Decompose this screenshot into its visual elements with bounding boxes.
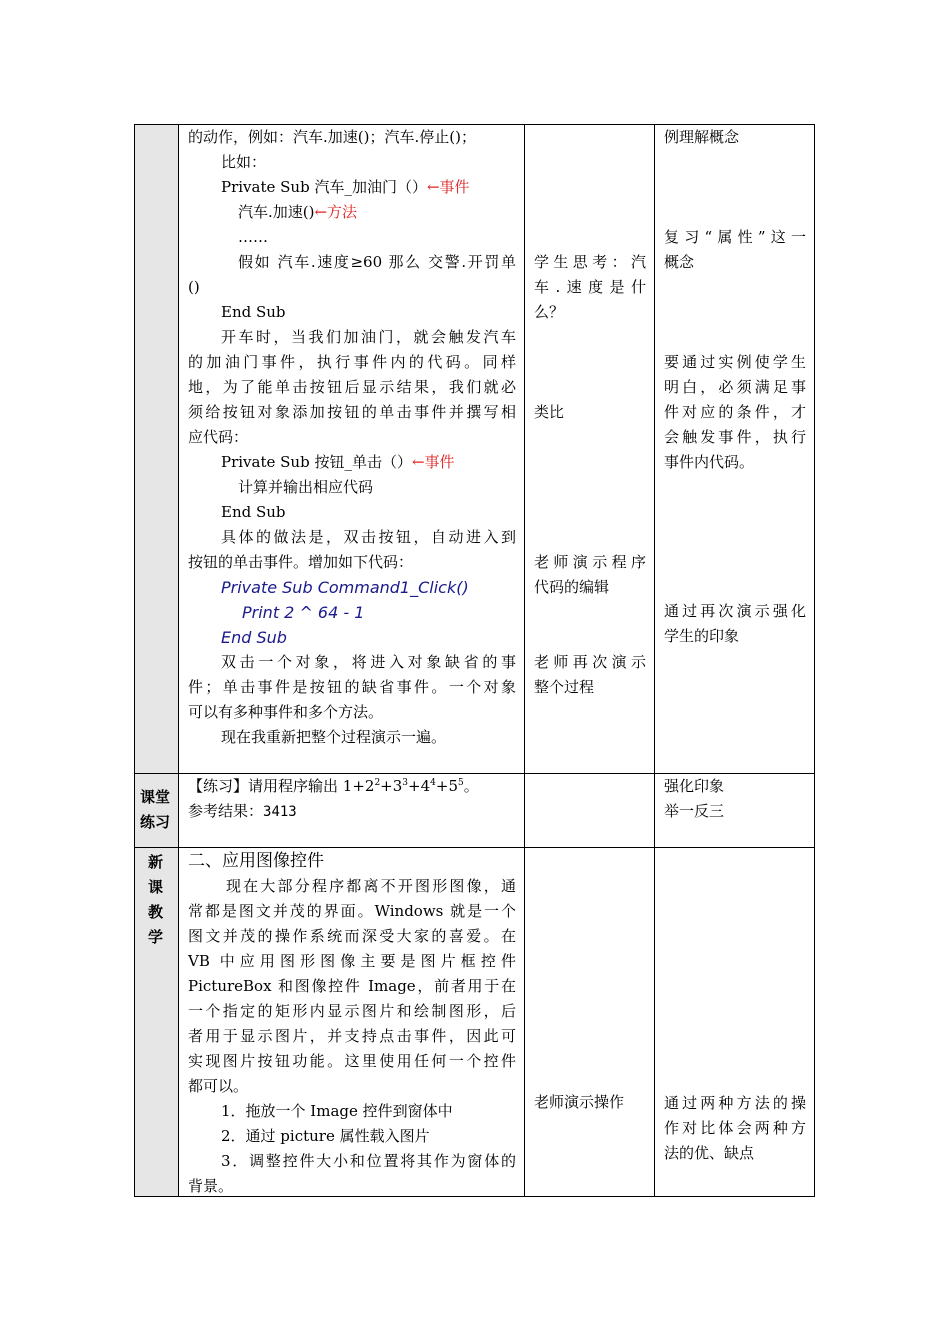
text-line: 可以有多种事件和多个方法。 (188, 703, 384, 721)
result-value: 3413 (263, 804, 297, 820)
code-text: 汽车.加速() (238, 203, 315, 221)
label-char: 新 (148, 853, 164, 871)
text-line: 现在大部分程序都离不开图形图像，通 (226, 877, 516, 895)
student-activity-line: 老师演示操作 (534, 1093, 625, 1111)
student-activity-line: 车.速度是什 (534, 278, 646, 296)
text-line: …… (238, 228, 268, 246)
text-line: 实现图片按钮功能。这里使用任何一个控件 (188, 1052, 516, 1070)
exercise-text: +3 (380, 777, 403, 795)
text-line: 须给按钮对象添加按钮的单击事件并撰写相 (188, 403, 516, 421)
text-line: 应代码： (188, 428, 249, 446)
design-intent-line: 事件内代码。 (664, 453, 755, 471)
exercise-text: +4 (408, 777, 431, 795)
label-line: 课堂 (140, 788, 171, 806)
exercise-line (188, 774, 479, 799)
result-line (188, 799, 297, 825)
vb-code-line: Private Sub Command1_Click() (221, 578, 469, 597)
student-activity-line: 类比 (534, 403, 565, 421)
text-line: 一个指定的矩形内显示图片和绘制图形，后 (188, 1002, 516, 1020)
code-line-method (238, 200, 357, 225)
design-intent-line: 会触发事件，执行 (664, 428, 806, 446)
label-char: 课 (148, 878, 164, 896)
text-line: 的动作，例如：汽车.加速()；汽车.停止()； (188, 128, 476, 146)
event-annotation: ←事件 (411, 453, 455, 471)
text-line: 按钮的单击事件。增加如下代码： (188, 553, 414, 571)
row1-content-cell (179, 125, 524, 773)
code-line-event (221, 450, 455, 475)
row2-design-intent-cell (655, 774, 814, 847)
text-line: 计算并输出相应代码 (238, 478, 374, 496)
vb-code-line: Print 2 ^ 64 - 1 (242, 603, 365, 622)
student-activity-line: 老师演示程序 (534, 553, 646, 571)
design-intent-line: 件对应的条件，才 (664, 403, 806, 421)
text-line: () (188, 278, 200, 296)
step-line: 2．通过 picture 属性载入图片 (221, 1127, 430, 1145)
new-lesson-label (135, 848, 178, 1196)
text-line: 地，为了能单击按钮后显示结果，我们就必 (188, 378, 516, 396)
label-line: 练习 (140, 813, 171, 831)
text-line: 假如 汽车.速度≥60 那么 交警.开罚单 (238, 253, 516, 271)
design-intent-line: 明白，必须满足事 (664, 378, 806, 396)
code-text: Private Sub 汽车_加油门（） (221, 178, 427, 196)
label-char: 学 (148, 928, 164, 946)
text-line: 常都是图文并茂的界面。Windows 就是一个 (188, 902, 516, 920)
section-heading: 二、应用图像控件 (188, 851, 324, 871)
text-line: 者用于显示图片，并支持点击事件，因此可 (188, 1027, 516, 1045)
code-text: Private Sub 按钮_单击（） (221, 453, 412, 471)
design-intent-line: 概念 (664, 253, 695, 271)
label-char: 教 (148, 903, 164, 921)
row1-design-intent-cell (655, 125, 814, 773)
vb-code-line: End Sub (221, 628, 287, 647)
design-intent-line: 通过再次演示强化 (664, 602, 806, 620)
design-intent-line: 学生的印象 (664, 627, 740, 645)
row1-student-activity-cell (525, 125, 654, 773)
exponent: 3 (402, 778, 409, 788)
student-activity-line: 老师再次演示 (534, 653, 646, 671)
text-line: 比如： (221, 153, 267, 171)
text-line: 都可以。 (188, 1077, 249, 1095)
exercise-text: +5 (435, 777, 459, 795)
classroom-exercise-label (135, 774, 178, 847)
step-line: 背景。 (188, 1177, 234, 1195)
text-line: PictureBox 和图像控件 Image，前者用于在 (188, 977, 516, 995)
design-intent-line: 举一反三 (664, 802, 725, 820)
text-line: 件；单击事件是按钮的缺省事件。一个对象 (188, 678, 516, 696)
text-line: VB 中应用图形图像主要是图片框控件 (188, 952, 516, 970)
step-line: 1．拖放一个 Image 控件到窗体中 (221, 1102, 453, 1120)
student-activity-line: 整个过程 (534, 678, 595, 696)
text-line: 具体的做法是，双击按钮，自动进入到 (221, 528, 516, 546)
text-line: 开车时，当我们加油门，就会触发汽车 (221, 328, 516, 346)
row3-content-cell (179, 848, 524, 1196)
exponent: 4 (430, 778, 436, 788)
text-line: 双击一个对象，将进入对象缺省的事 (221, 653, 516, 671)
text-line: 图文并茂的操作系统而深受大家的喜爱。在 (188, 927, 516, 945)
student-activity-line: 学生思考：汽 (534, 253, 646, 271)
design-intent-line: 法的优、缺点 (664, 1144, 755, 1162)
method-annotation: ←方法 (314, 203, 358, 221)
code-line-event (221, 175, 470, 200)
row3-student-activity-cell (525, 848, 654, 1196)
text-line: 的加油门事件，执行事件内的代码。同样 (188, 353, 516, 371)
text-line: End Sub (221, 303, 286, 321)
text-line: 现在我重新把整个过程演示一遍。 (221, 728, 447, 746)
design-intent-line: 作对比体会两种方 (664, 1119, 806, 1137)
lesson-plan-table (134, 124, 815, 1197)
row2-content-cell (179, 774, 524, 847)
result-label: 参考结果： (188, 802, 264, 820)
exponent: 5 (458, 778, 464, 788)
label-column-shading (135, 125, 178, 773)
text-line: End Sub (221, 503, 286, 521)
step-line: 3．调整控件大小和位置将其作为窗体的 (221, 1152, 516, 1170)
student-activity-line: 代码的编辑 (534, 578, 610, 596)
event-annotation: ←事件 (426, 178, 470, 196)
student-activity-line: 么？ (534, 303, 565, 321)
design-intent-line: 复习“属性”这一 (664, 228, 806, 246)
design-intent-line: 通过两种方法的操 (664, 1094, 806, 1112)
exercise-text: 。 (463, 777, 479, 795)
exercise-text: 【练习】请用程序输出 1+2 (188, 777, 375, 795)
design-intent-line: 例理解概念 (664, 128, 740, 146)
row3-design-intent-cell (655, 848, 814, 1196)
design-intent-line: 强化印象 (664, 777, 725, 795)
design-intent-line: 要通过实例使学生 (664, 353, 806, 371)
exponent: 2 (374, 778, 381, 788)
